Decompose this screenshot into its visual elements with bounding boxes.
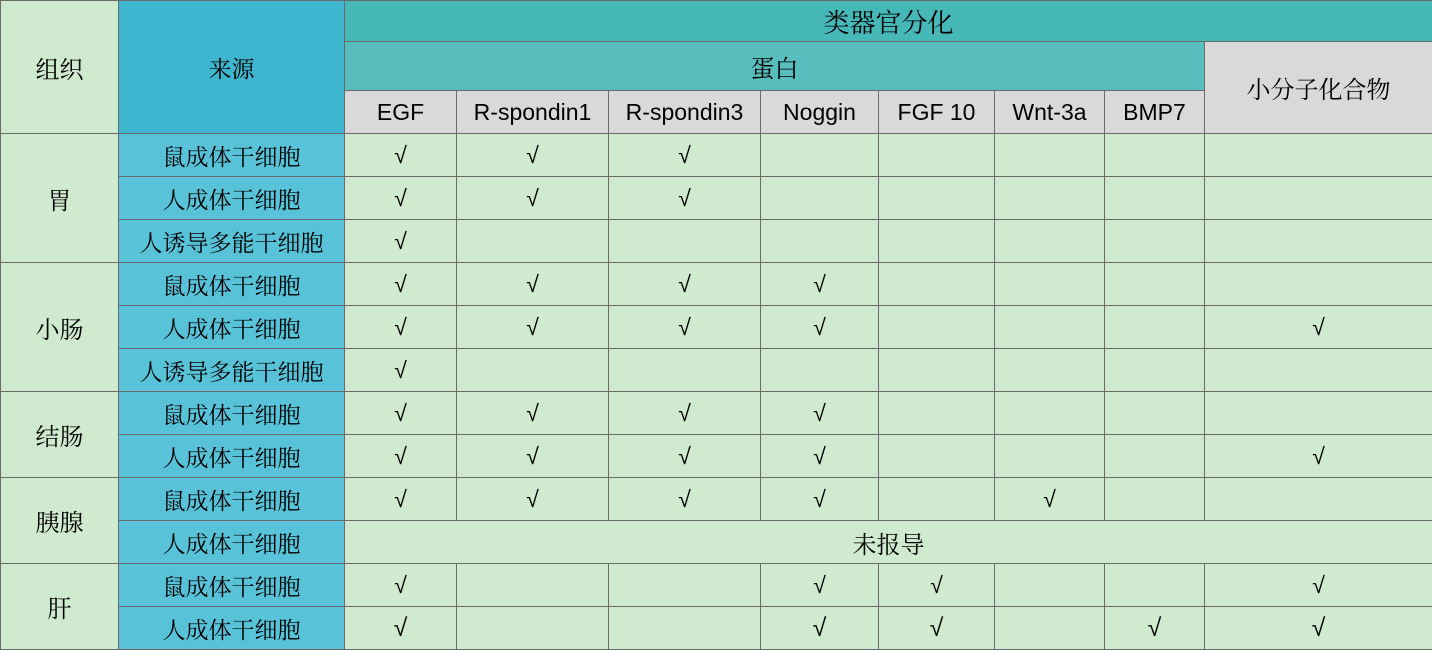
header-factor-rspondin3: R-spondin3 <box>609 91 761 134</box>
cell-value <box>1105 134 1205 177</box>
cell-tissue: 肝 <box>1 564 119 650</box>
cell-value <box>1105 177 1205 220</box>
cell-value <box>761 220 879 263</box>
cell-value <box>1205 263 1432 306</box>
header-source: 来源 <box>119 1 345 134</box>
cell-value <box>457 607 609 650</box>
cell-value: √ <box>345 220 457 263</box>
cell-value <box>879 220 995 263</box>
table-row <box>1 134 1432 177</box>
cell-value <box>1105 263 1205 306</box>
cell-value: √ <box>609 478 761 521</box>
cell-value: √ <box>457 478 609 521</box>
cell-value <box>995 392 1105 435</box>
cell-value: √ <box>345 607 457 650</box>
cell-value: √ <box>609 177 761 220</box>
header-factor-bmp7: BMP7 <box>1105 91 1205 134</box>
table-row <box>1 349 1432 392</box>
header-factor-rspondin1: R-spondin1 <box>457 91 609 134</box>
cell-value <box>995 134 1105 177</box>
header-factor-fgf10: FGF 10 <box>879 91 995 134</box>
cell-value <box>609 607 761 650</box>
cell-source: 人成体干细胞 <box>119 306 345 349</box>
header-organoid-differentiation: 类器官分化 <box>345 1 1432 42</box>
cell-not-reported: 未报导 <box>345 521 1432 564</box>
cell-value <box>1105 220 1205 263</box>
cell-value: √ <box>457 435 609 478</box>
cell-value <box>609 349 761 392</box>
header-factor-egf: EGF <box>345 91 457 134</box>
cell-value <box>609 220 761 263</box>
cell-value <box>609 564 761 607</box>
cell-tissue: 胰腺 <box>1 478 119 564</box>
cell-source: 人诱导多能干细胞 <box>119 220 345 263</box>
cell-value <box>1105 564 1205 607</box>
cell-value: √ <box>879 607 995 650</box>
cell-tissue: 小肠 <box>1 263 119 392</box>
cell-value <box>1205 478 1432 521</box>
cell-value: √ <box>609 263 761 306</box>
cell-value: √ <box>345 349 457 392</box>
cell-value: √ <box>761 306 879 349</box>
table-header <box>1 1 1432 134</box>
cell-value: √ <box>457 177 609 220</box>
cell-value <box>1105 306 1205 349</box>
cell-value <box>879 392 995 435</box>
cell-value <box>1205 349 1432 392</box>
cell-value <box>457 564 609 607</box>
cell-value <box>995 306 1105 349</box>
cell-value: √ <box>609 435 761 478</box>
cell-value: √ <box>345 435 457 478</box>
cell-value <box>1205 392 1432 435</box>
cell-value: √ <box>457 392 609 435</box>
cell-value <box>1105 349 1205 392</box>
cell-value: √ <box>345 263 457 306</box>
cell-value <box>879 478 995 521</box>
cell-value <box>995 177 1105 220</box>
cell-value <box>995 263 1105 306</box>
cell-value <box>879 435 995 478</box>
cell-value: √ <box>761 263 879 306</box>
cell-value <box>995 607 1105 650</box>
cell-value: √ <box>609 134 761 177</box>
table-row <box>1 220 1432 263</box>
cell-value: √ <box>761 435 879 478</box>
cell-value: √ <box>345 306 457 349</box>
cell-source: 人诱导多能干细胞 <box>119 349 345 392</box>
table-row <box>1 607 1432 650</box>
cell-value <box>995 220 1105 263</box>
cell-value <box>761 177 879 220</box>
cell-value <box>995 349 1105 392</box>
table-row <box>1 306 1432 349</box>
cell-source: 鼠成体干细胞 <box>119 392 345 435</box>
cell-value: √ <box>345 564 457 607</box>
header-factor-noggin: Noggin <box>761 91 879 134</box>
cell-value: √ <box>457 134 609 177</box>
table-row <box>1 177 1432 220</box>
cell-value <box>879 263 995 306</box>
cell-value: √ <box>879 564 995 607</box>
cell-value: √ <box>1205 564 1432 607</box>
table-row <box>1 263 1432 306</box>
table-row <box>1 564 1432 607</box>
cell-value: √ <box>1105 607 1205 650</box>
cell-value <box>761 134 879 177</box>
cell-value <box>457 349 609 392</box>
cell-value: √ <box>345 478 457 521</box>
cell-source: 人成体干细胞 <box>119 607 345 650</box>
cell-value: √ <box>1205 435 1432 478</box>
cell-value: √ <box>345 134 457 177</box>
cell-value <box>1205 177 1432 220</box>
cell-value: √ <box>609 306 761 349</box>
cell-value: √ <box>761 478 879 521</box>
header-small-molecule: 小分子化合物 <box>1205 42 1432 134</box>
cell-source: 鼠成体干细胞 <box>119 564 345 607</box>
cell-value <box>1105 435 1205 478</box>
cell-value <box>1105 392 1205 435</box>
cell-value <box>879 306 995 349</box>
cell-source: 鼠成体干细胞 <box>119 263 345 306</box>
table-body <box>1 134 1432 650</box>
cell-value: √ <box>345 392 457 435</box>
cell-value: √ <box>609 392 761 435</box>
cell-value: √ <box>1205 306 1432 349</box>
cell-value <box>995 435 1105 478</box>
table-row <box>1 521 1432 564</box>
cell-value: √ <box>345 177 457 220</box>
header-tissue: 组织 <box>1 1 119 134</box>
cell-value <box>1205 220 1432 263</box>
header-factor-wnt3a: Wnt-3a <box>995 91 1105 134</box>
cell-value <box>761 349 879 392</box>
cell-value: √ <box>761 392 879 435</box>
table-row <box>1 392 1432 435</box>
table-row <box>1 478 1432 521</box>
cell-tissue: 胃 <box>1 134 119 263</box>
cell-value <box>1205 134 1432 177</box>
cell-value: √ <box>761 607 879 650</box>
header-row-1 <box>1 1 1432 42</box>
header-protein: 蛋白 <box>345 42 1205 91</box>
cell-value: √ <box>995 478 1105 521</box>
cell-value <box>879 134 995 177</box>
cell-value <box>879 349 995 392</box>
cell-value: √ <box>457 306 609 349</box>
cell-source: 鼠成体干细胞 <box>119 478 345 521</box>
cell-source: 鼠成体干细胞 <box>119 134 345 177</box>
cell-value <box>879 177 995 220</box>
cell-source: 人成体干细胞 <box>119 435 345 478</box>
cell-value: √ <box>457 263 609 306</box>
cell-value <box>995 564 1105 607</box>
cell-value: √ <box>1205 607 1432 650</box>
cell-value <box>457 220 609 263</box>
cell-source: 人成体干细胞 <box>119 177 345 220</box>
cell-value: √ <box>761 564 879 607</box>
cell-value <box>1105 478 1205 521</box>
cell-source: 人成体干细胞 <box>119 521 345 564</box>
table-row <box>1 435 1432 478</box>
cell-tissue: 结肠 <box>1 392 119 478</box>
